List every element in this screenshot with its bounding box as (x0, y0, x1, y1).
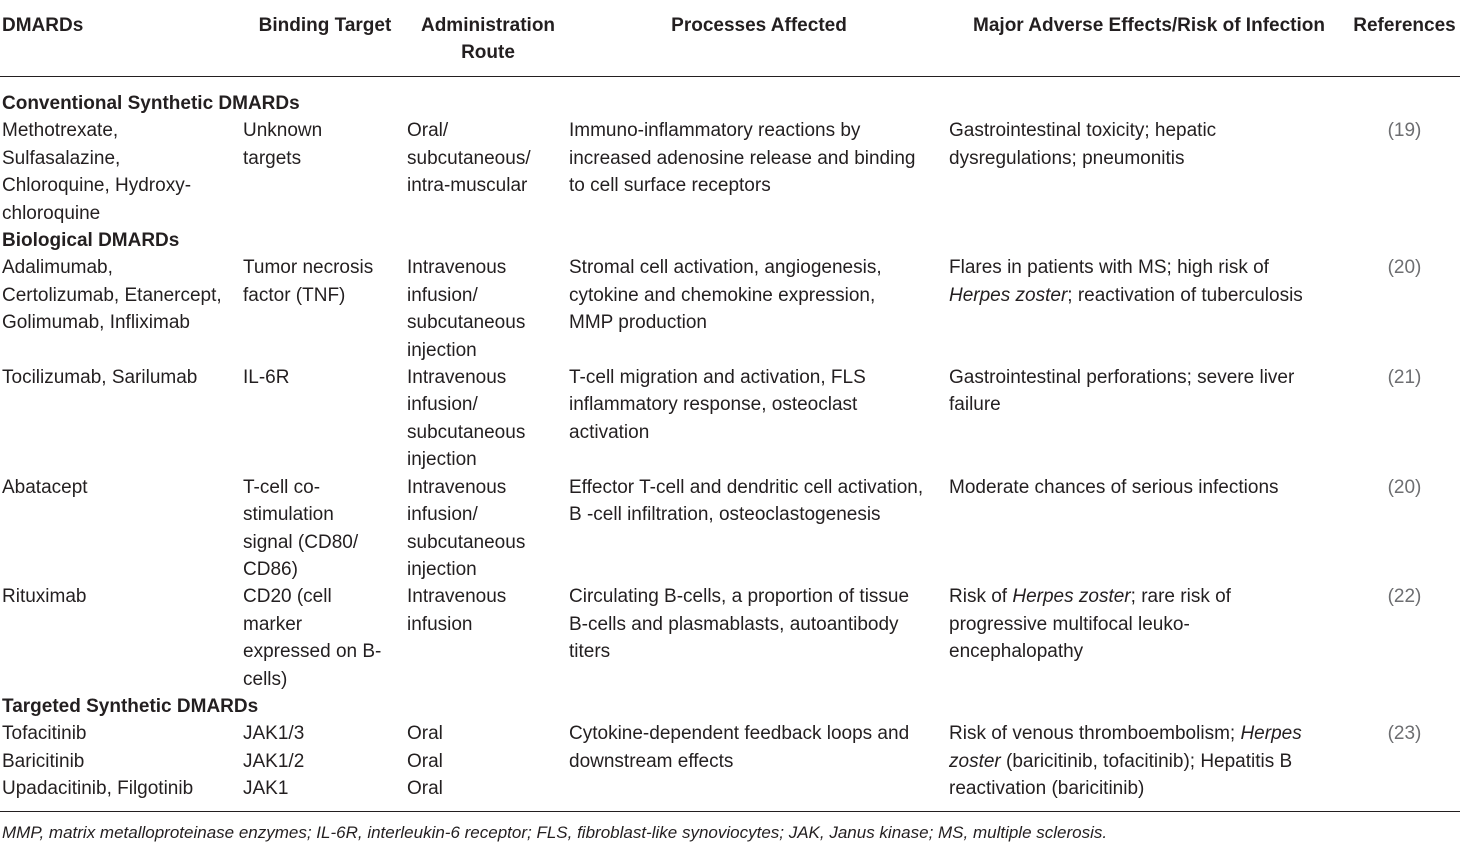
cell-adverse: Gastrointestinal perforations; severe liver failure (949, 367, 1295, 416)
cell-adverse: Moderate chances of serious infections (949, 476, 1279, 498)
cell-route: Oral Oral Oral (407, 723, 443, 800)
table-header (0, 0, 1460, 77)
header-binding-target: Binding Target (258, 15, 392, 36)
cell-drugs: Tocilizumab, Sarilumab (2, 367, 198, 389)
section-row-biological (0, 227, 1460, 254)
cell-route: Oral/ subcutaneous/ intra-muscular (407, 120, 531, 197)
table-row (0, 720, 1460, 802)
cell-process: Immuno-inflammatory reactions by increased adenosine release and binding to cell surface receptors (569, 120, 916, 197)
cell-target: JAK1/3 JAK1/2 JAK1 (243, 723, 305, 800)
section-row-targeted (0, 693, 1460, 720)
header-adverse-effects: Major Adverse Effects/Risk of Infection (973, 15, 1325, 36)
header-dmards: DMARDs (2, 15, 84, 36)
cell-ref: (22) (1387, 586, 1422, 608)
cell-ref: (19) (1387, 120, 1422, 142)
cell-target: IL-6R (243, 367, 290, 389)
cell-process: T-cell migration and activation, FLS inflammatory response, osteoclast activation (569, 367, 866, 443)
cell-process: Circulating B-cells, a proportion of tissue B-cells and plasmablasts, autoantibody titers (569, 586, 910, 663)
cell-adverse: Flares in patients with MS; high risk of Herpes zoster; reactivation of tuberculosis (949, 257, 1303, 306)
header-route-line2: Route (461, 42, 515, 63)
cell-process: Effector T-cell and dendritic cell activation, B -cell infiltration, osteoclastogenesis (569, 476, 924, 526)
cell-route: Intravenous infusion/ subcutaneous injection (407, 367, 526, 471)
section-conventional: Conventional Synthetic DMARDs (2, 93, 300, 114)
table-footnote: MMP, matrix metalloproteinase enzymes; IL-6R, interleukin-6 receptor; FLS, fibroblast-like synoviocytes; JAK, Janus kinase; MS, multiple sclerosis. (0, 811, 1460, 844)
table-row (0, 117, 1460, 227)
table-row (0, 583, 1460, 693)
cell-adverse: Gastrointestinal toxicity; hepatic dysregulations; pneumonitis (949, 120, 1217, 169)
cell-process: Cytokine-dependent feedback loops and downstream effects (569, 723, 910, 772)
cell-drugs: Methotrexate, Sulfasalazine, Chloroquine, Hydroxy- chloroquine (2, 120, 192, 224)
cell-adverse: Risk of Herpes zoster; rare risk of progressive multifocal leuko- encephalopathy (949, 586, 1231, 663)
header-route-line1: Administration (420, 15, 556, 36)
table-row (0, 254, 1460, 364)
header-references: References (1353, 15, 1456, 36)
cell-target: T-cell co- stimulation signal (CD80/ CD86) (243, 476, 359, 580)
cell-ref: (23) (1387, 723, 1422, 745)
cell-route: Intravenous infusion (407, 586, 507, 635)
cell-drugs: Abatacept (2, 476, 88, 498)
header-row (0, 0, 1460, 77)
cell-ref: (20) (1387, 257, 1422, 279)
header-administration-route (407, 0, 569, 77)
cell-target: Unknown targets (243, 120, 323, 169)
cell-ref: (20) (1387, 476, 1422, 498)
cell-target: CD20 (cell marker expressed on B- cells) (243, 586, 382, 690)
cell-route: Intravenous infusion/ subcutaneous injection (407, 476, 526, 580)
header-processes-affected: Processes Affected (671, 15, 847, 36)
section-row-conventional (0, 77, 1460, 118)
cell-route: Intravenous infusion/ subcutaneous injection (407, 257, 526, 361)
section-targeted: Targeted Synthetic DMARDs (2, 695, 259, 717)
cell-drugs: Adalimumab, Certolizumab, Etanercept, Golimumab, Infliximab (2, 257, 222, 334)
table-row (0, 364, 1460, 474)
cell-adverse: Risk of venous thromboembolism; Herpes zoster (baricitinib, tofacitinib); Hepatitis B reactivation (baricitinib) (949, 723, 1302, 800)
cell-ref: (21) (1387, 367, 1422, 389)
cell-drugs: Tofacitinib Baricitinib Upadacitinib, Filgotinib (2, 723, 194, 800)
table-body (0, 77, 1460, 803)
cell-drugs: Rituximab (2, 586, 87, 608)
cell-process: Stromal cell activation, angiogenesis, cytokine and chemokine expression, MMP production (569, 257, 882, 334)
cell-target: Tumor necrosis factor (TNF) (243, 257, 374, 306)
section-biological: Biological DMARDs (2, 230, 180, 252)
table-row (0, 474, 1460, 584)
